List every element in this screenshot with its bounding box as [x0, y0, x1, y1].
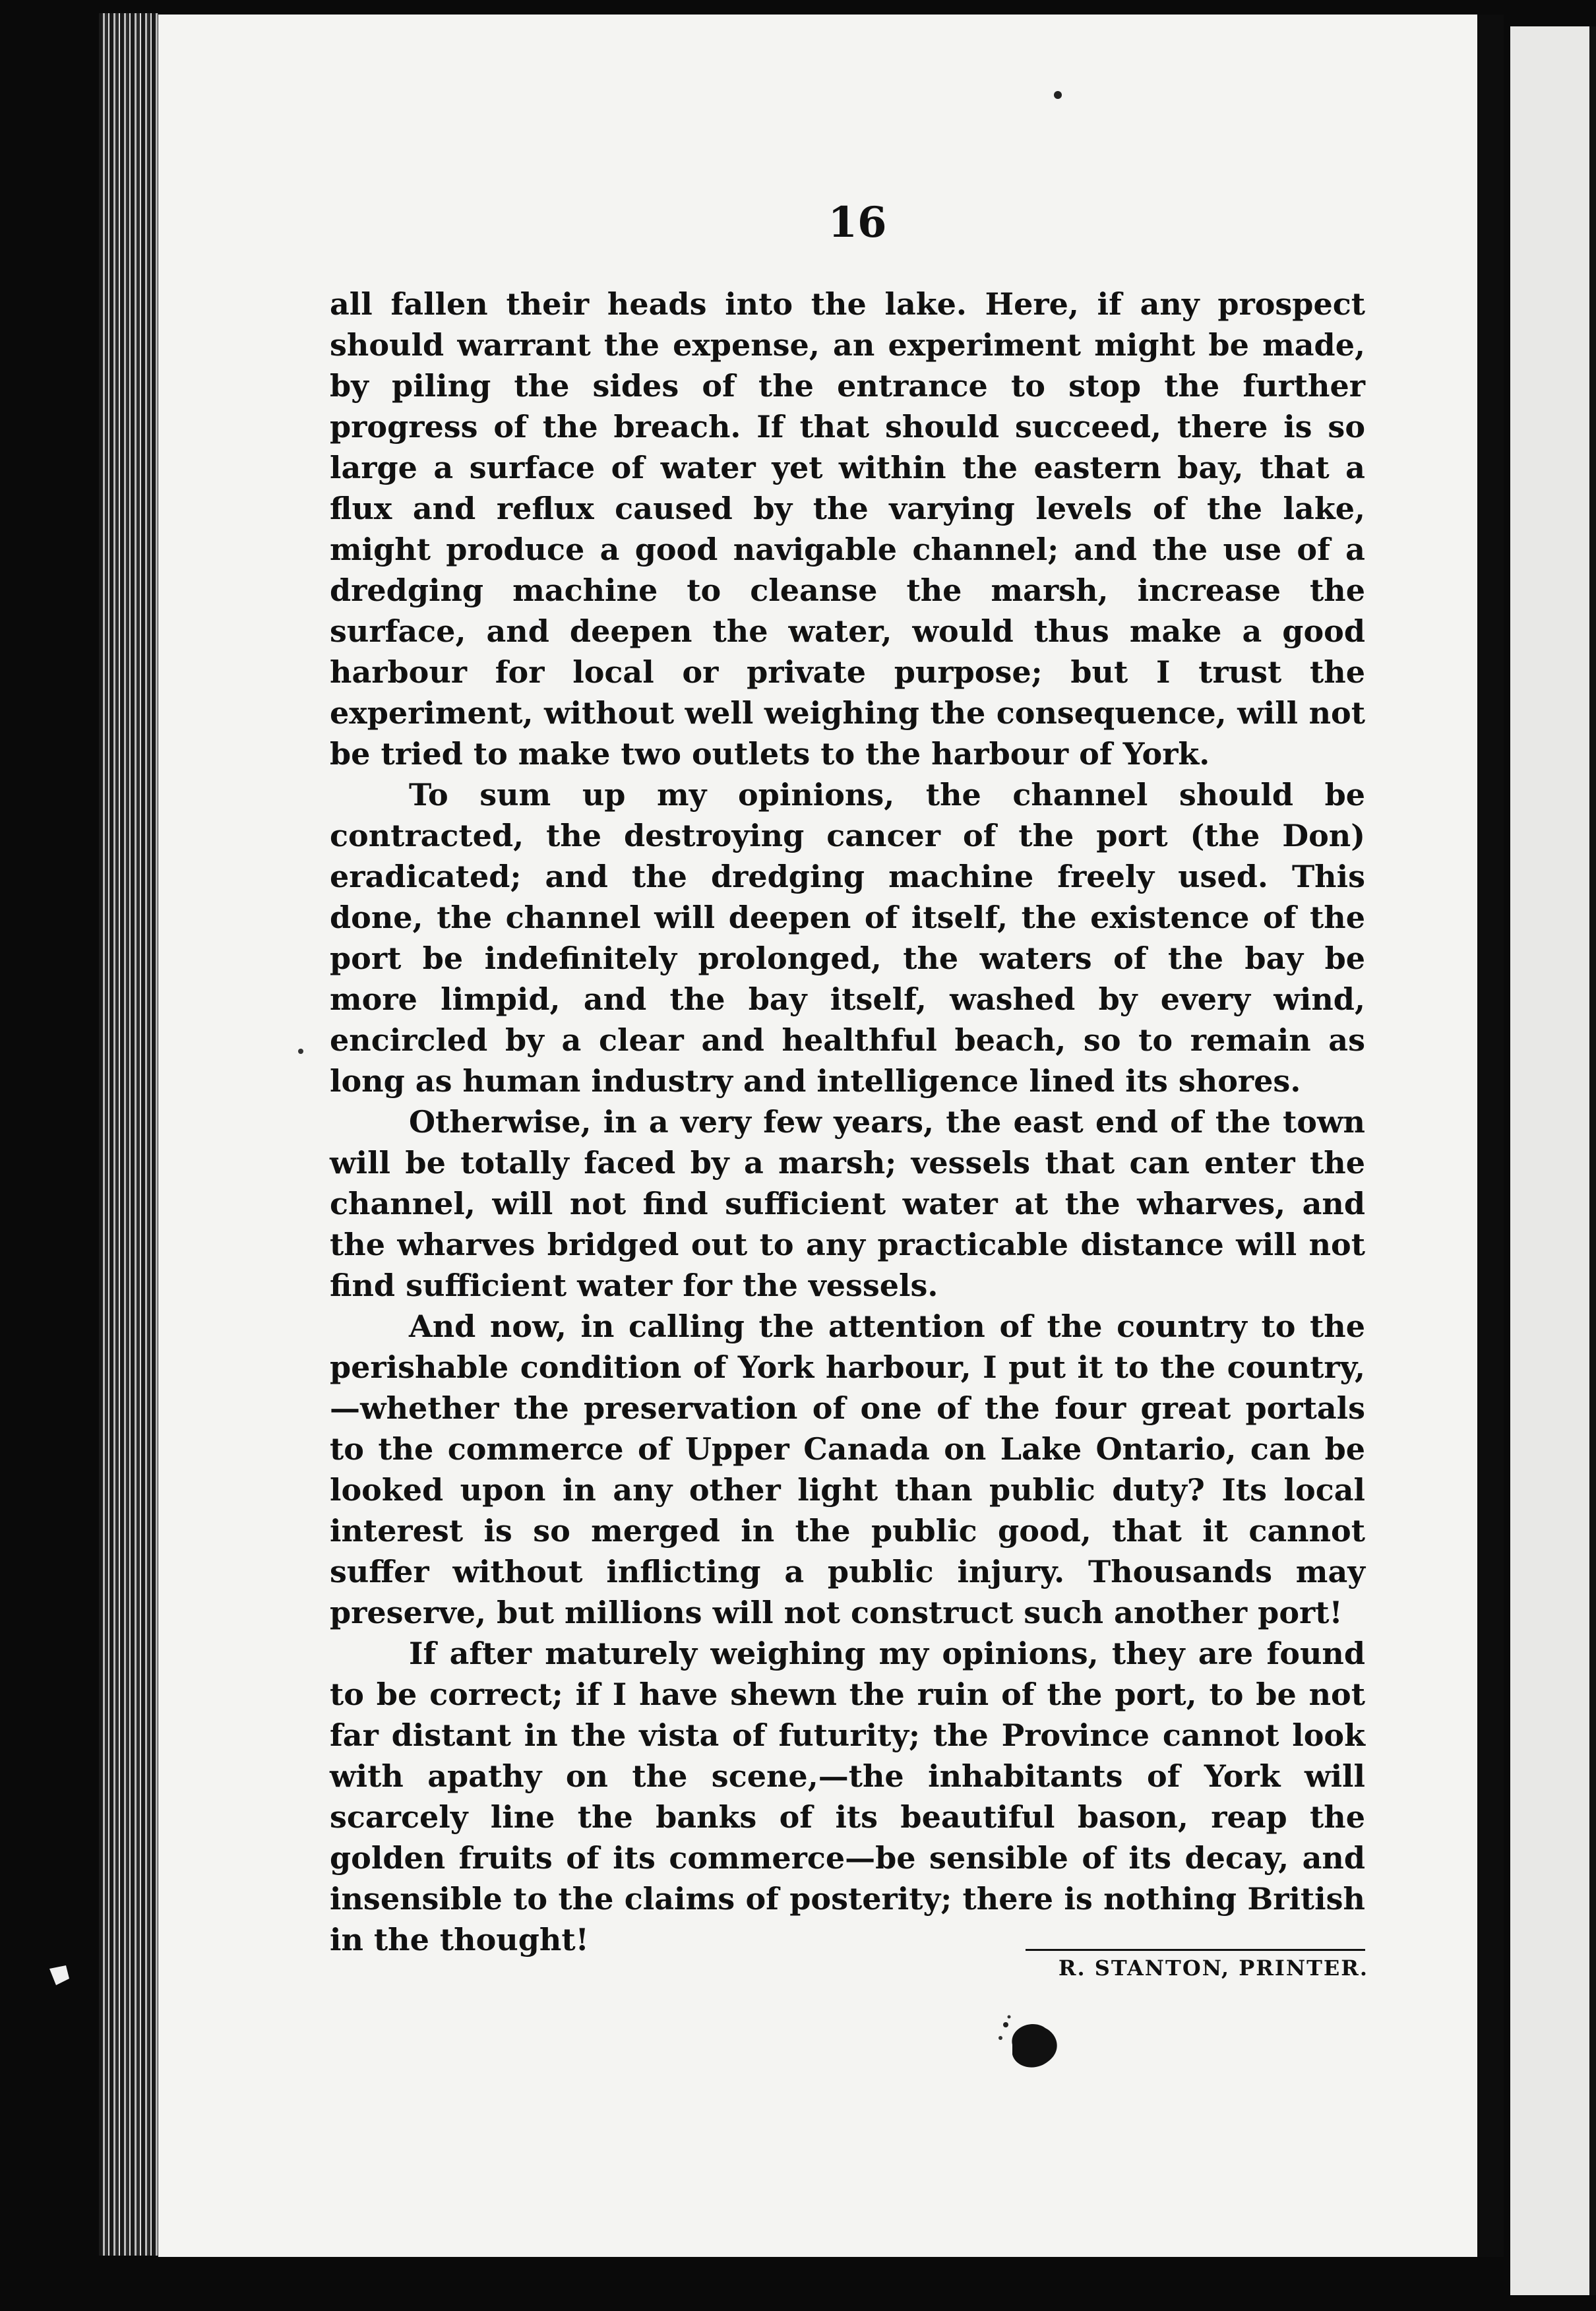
page-gutter-shadow [1477, 15, 1504, 2257]
paragraph: If after maturely weighing my opinions, they are found to be correct; if I have shewn the ruin of the port, to be not far distant in the vista of futurity; the Province cannot look with apathy on the scene,—the inhabitants of York will scarcely line the banks of its beautiful bason, reap the golden fruits of its commerce—be sensible of its decay, and insensible to the claims of posterity; there is nothing British in the thought! [330, 1636, 1365, 1957]
book-binding-edge [99, 13, 158, 2256]
body-text [330, 284, 1365, 1960]
margin-speck [298, 1049, 303, 1054]
imprint-rule [1026, 1949, 1365, 1951]
printer-imprint: R. STANTON, PRINTER. [1058, 1956, 1368, 1981]
paragraph: Otherwise, in a very few years, the east end of the town will be totally faced by a marsh; vessels that can enter the channel, will not find sufficient water at the wharves, and the wharves bridged out to any practicable distance will not find sufficient water for the vessels. [330, 1104, 1365, 1303]
paragraph: all fallen their heads into the lake. Here, if any prospect should warrant the expense, an experiment might be made, by piling the sides of the entrance to stop the further progress of the breach. If that should succeed, there is so large a surface of water yet within the eastern bay, that a flux and reflux caused by the varying levels of the lake, might produce a good navigable channel; and the use of a dredging machine to cleanse the marsh, increase the surface, and deepen the water, would thus make a good harbour for local or private purpose; but I trust the experiment, without well weighing the consequence, will not be tried to make two outlets to the harbour of York. [330, 286, 1365, 772]
adjacent-page-edge [1510, 26, 1596, 2295]
paragraph: To sum up my opinions, the channel should be contracted, the destroying cancer of the port (the Don) eradicated; and the dredging machine freely used. This done, the channel will deepen of itself, the existence of the port be indefinitely prolonged, the waters of the bay be more limpid, and the bay itself, washed by every wind, encircled by a clear and healthful beach, so to remain as long as human industry and intelligence lined its shores. [330, 777, 1365, 1099]
print-speck [1054, 91, 1062, 99]
margin-blemish-icon [46, 1962, 73, 1988]
page-number: 16 [828, 198, 887, 247]
paragraph: And now, in calling the attention of the country to the perishable condition of York harbour, I put it to the country,—whether the preservation of one of the four great portals to the commerce of Upper Canada on Lake Ontario, can be looked upon in any other light than public duty? Its local interest is so merged in the public good, that it cannot suffer without inflicting a public injury. Thousands may preserve, but millions will not construct such another port! [330, 1309, 1365, 1630]
ink-blot-icon [993, 2012, 1072, 2074]
